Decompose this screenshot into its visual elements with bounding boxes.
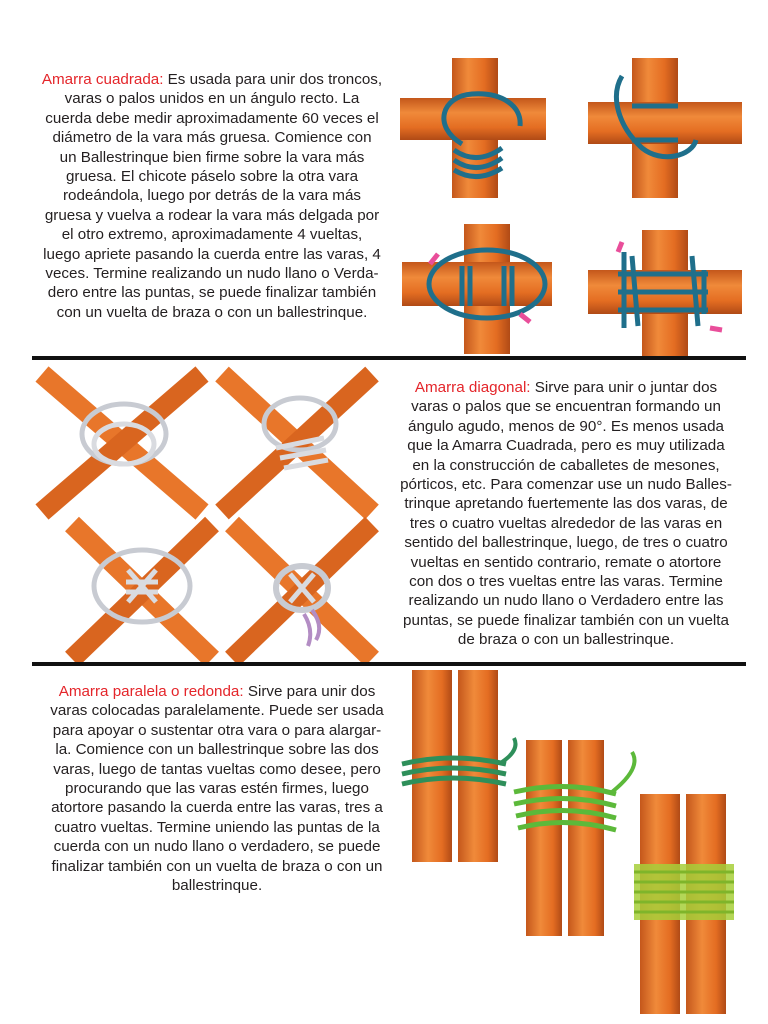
square-lashing-title: Amarra cuadrada: (41, 71, 164, 88)
parallel-lashing-title: Amarra paralela o redonda: (58, 683, 244, 700)
parallel-lashing-text (32, 682, 402, 895)
parallel-lashing-step-1 (402, 670, 516, 862)
square-lashing-illustrations (392, 56, 748, 356)
square-lashing-step-3 (402, 224, 552, 354)
diagonal-lashing-illustrations (32, 364, 384, 664)
diagonal-lashing-step-3 (72, 524, 212, 659)
square-lashing-step-4 (588, 230, 742, 356)
diagonal-lashing-step-2 (222, 374, 372, 512)
parallel-lashing-step-2 (514, 740, 635, 936)
divider-2 (32, 662, 746, 666)
parallel-lashing-body: Sirve para unir dos varas colocadas paralelamente. Puede ser usada para apoyar o sustentar otra vara o para alargar- la. Comience con un ballestrinque sobre las dos varas, luego de tantas vueltas como desee, pero procurando que las varas estén firmes, luego atortore pasando la cuerda entre las varas, tres a cuatro vueltas. Termine uniendo las puntas de la cuerda con un nudo llano o verdadero, se puede finalizar también con un vuelta de braza o con un ballestrinque. (50, 683, 384, 895)
square-lashing-body: Es usada para unir dos troncos, varas o palos unidos en un ángulo recto. La cuerda debe medir aproximadamente 60 veces el diámetro de la vara más gruesa. Comience con un Ballestrinque bien firme sobre la vara más gruesa. El chicote páselo sobre la otra vara rodeándola, luego por detrás de la vara más gruesa y vuelva a rodear la vara más delgada por el otro extremo, aproximadamente 4 vueltas, luego apriete pasando la cuerda entre las varas, 4 veces. Termine realizando un nudo llano o Verda- dero entre las puntas, se puede finalizar también con un vuelta de braza o con un ballestrinque. (43, 71, 383, 321)
square-lashing-step-2 (588, 58, 742, 198)
divider-1 (32, 356, 746, 360)
diagonal-lashing-title: Amarra diagonal: (414, 379, 531, 396)
square-lashing-text (32, 70, 392, 322)
parallel-lashing-illustrations (396, 668, 748, 1018)
diagonal-lashing-step-4 (232, 524, 372, 659)
square-lashing-step-1 (400, 58, 546, 198)
diagonal-lashing-step-1 (42, 374, 202, 512)
diagonal-lashing-body: Sirve para unir o juntar dos varas o palos que se encuentran formando un ángulo agudo, menos de 90°. Es menos usada que la Amarra Cuadrada, pero es muy utilizada en la construcción de caballetes de mesones, pórticos, etc. Para comenzar use un nudo Balles- trinque apretando fuertemente las dos varas, de tres o cuatro vueltas alrededor de las varas en sentido del ballestrinque, luego, de tres o cuatro vueltas en sentido contrario, remate o atortore con dos o tres vueltas entre las varas. Termine realizando un nudo llano o Verdadero entre las puntas, se puede finalizar también con un vuelta de braza o con un ballestrinque. (400, 379, 732, 649)
diagonal-lashing-text (384, 378, 748, 650)
parallel-lashing-step-3 (634, 794, 734, 1014)
